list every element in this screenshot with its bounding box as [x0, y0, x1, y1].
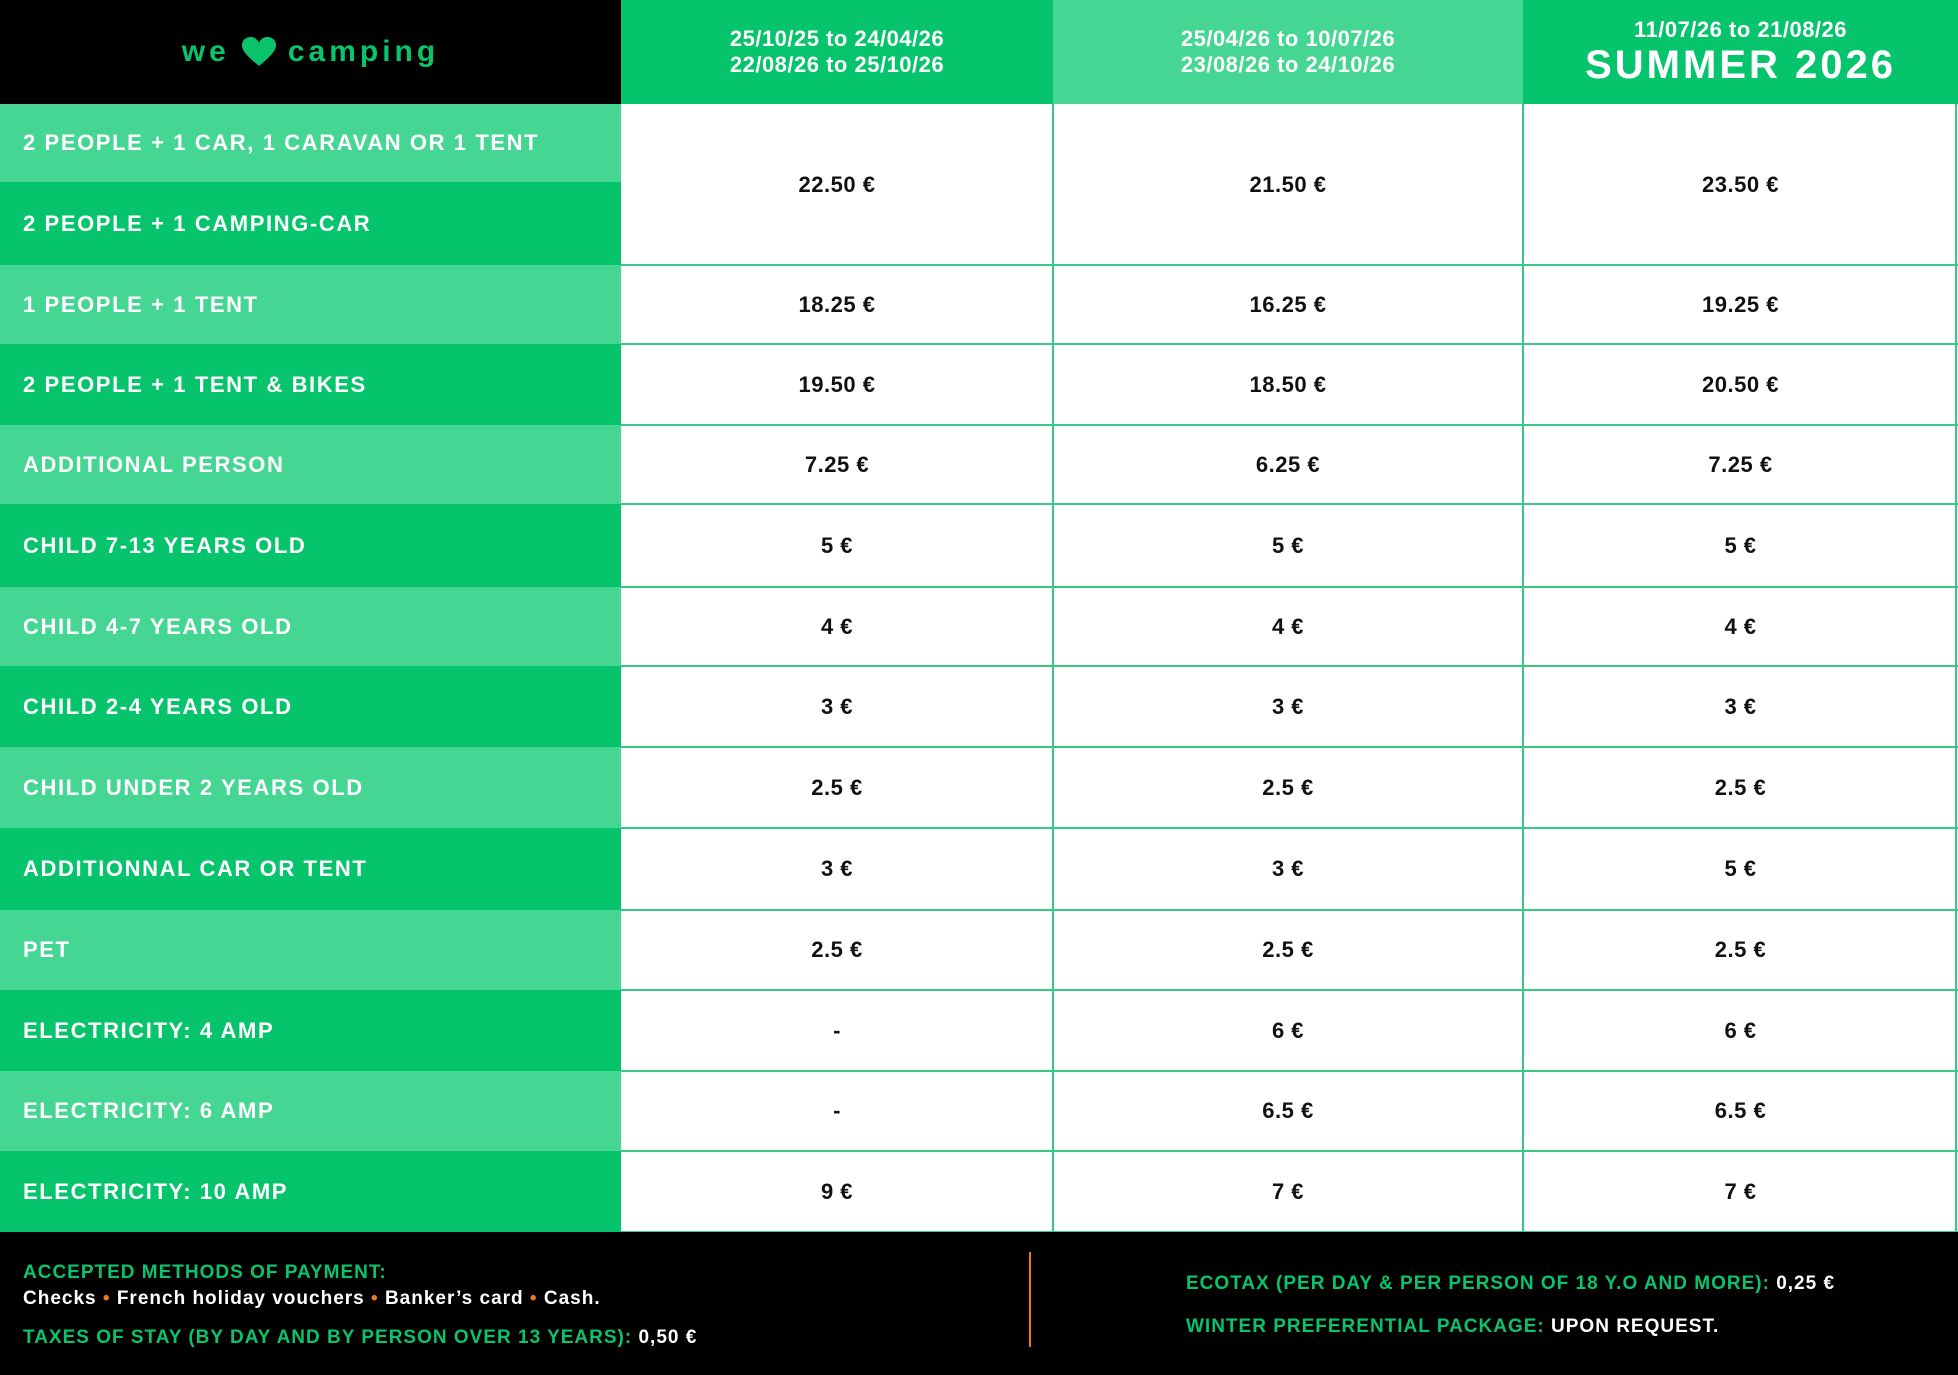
price-cell: 5 € [1523, 504, 1958, 587]
row-divider [621, 343, 1958, 345]
price-cell: 7 € [1053, 1151, 1523, 1232]
price-cell: 22.50 € [621, 104, 1053, 265]
ecotax-label: ECOTAX (PER DAY & PER PERSON OF 18 Y.O AND MORE): [1186, 1273, 1770, 1294]
row-label: ADDITIONAL PERSON [0, 425, 621, 504]
price-cell: 3 € [1053, 666, 1523, 747]
price-cell: 2.5 € [1523, 910, 1958, 990]
price-cell: 2.5 € [1523, 747, 1958, 828]
winter-value: UPON REQUEST. [1551, 1316, 1720, 1337]
payment-methods [23, 1288, 601, 1310]
price-cell: 2.5 € [1053, 747, 1523, 828]
price-cell: 2.5 € [621, 910, 1053, 990]
ecotax-value: 0,25 € [1776, 1273, 1836, 1294]
logo-header-cell [0, 0, 621, 104]
price-cell: 20.50 € [1523, 344, 1958, 425]
column-divider [1522, 104, 1524, 1232]
season-summer-title: SUMMER 2026 [1585, 43, 1896, 87]
price-cell: 4 € [1053, 587, 1523, 666]
season-header-low [621, 0, 1053, 104]
row-divider [621, 1150, 1958, 1152]
row-label: 2 PEOPLE + 1 CAMPING-CAR [0, 182, 621, 265]
price-cell: 19.25 € [1523, 265, 1958, 344]
winter-label: WINTER PREFERENTIAL PACKAGE: [1186, 1316, 1545, 1337]
price-cell: 18.50 € [1053, 344, 1523, 425]
row-label: CHILD UNDER 2 YEARS OLD [0, 747, 621, 828]
price-cell: 18.25 € [621, 265, 1053, 344]
price-cell: 7.25 € [1523, 425, 1958, 504]
row-label: ELECTRICITY: 6 AMP [0, 1071, 621, 1151]
row-divider [621, 665, 1958, 667]
row-divider [621, 989, 1958, 991]
footer-divider [1029, 1252, 1031, 1347]
column-divider [1052, 104, 1054, 1232]
row-label: PET [0, 910, 621, 990]
price-cell: 21.50 € [1053, 104, 1523, 265]
row-divider [621, 424, 1958, 426]
price-cell: 6.25 € [1053, 425, 1523, 504]
price-cell: 4 € [621, 587, 1053, 666]
price-cell: 5 € [1523, 828, 1958, 910]
price-cell: - [621, 1071, 1053, 1151]
row-label: 2 PEOPLE + 1 TENT & BIKES [0, 344, 621, 425]
season-summer-dates: 11/07/26 to 21/08/26 [1633, 17, 1848, 42]
row-label: ADDITIONNAL CAR OR TENT [0, 828, 621, 910]
row-label: 2 PEOPLE + 1 CAR, 1 CARAVAN OR 1 TENT [0, 104, 621, 182]
row-divider [621, 503, 1958, 505]
price-cell: 2.5 € [621, 747, 1053, 828]
row-label: ELECTRICITY: 4 AMP [0, 990, 621, 1071]
row-label: ELECTRICITY: 10 AMP [0, 1151, 621, 1232]
heart-icon [242, 37, 276, 67]
price-cell: 6 € [1053, 990, 1523, 1071]
payment-method-vouchers: French holiday vouchers [116, 1288, 365, 1309]
price-cell: 9 € [621, 1151, 1053, 1232]
taxes-label: TAXES OF STAY (BY DAY AND BY PERSON OVER 13 YEARS): [23, 1327, 633, 1348]
row-divider [621, 746, 1958, 748]
logo-text-camping: camping [287, 35, 440, 68]
season-mid-dates-1: 25/04/26 to 10/07/26 [1180, 26, 1396, 51]
column-divider [1955, 104, 1957, 1232]
price-cell: 7 € [1523, 1151, 1958, 1232]
price-cell: 6.5 € [1053, 1071, 1523, 1151]
row-divider [621, 909, 1958, 911]
row-label: 1 PEOPLE + 1 TENT [0, 265, 621, 344]
payment-method-card: Banker’s card [384, 1288, 524, 1309]
row-divider [621, 264, 1958, 266]
payment-method-checks: Checks [23, 1288, 97, 1309]
season-low-dates-2: 22/08/26 to 25/10/26 [729, 52, 945, 77]
season-header-summer [1523, 0, 1958, 104]
price-cell: 7.25 € [621, 425, 1053, 504]
winter-package [1186, 1316, 1719, 1338]
price-cell: 3 € [621, 666, 1053, 747]
payment-method-cash: Cash. [543, 1288, 601, 1309]
price-cell: 3 € [621, 828, 1053, 910]
price-cell: 6.5 € [1523, 1071, 1958, 1151]
footer [0, 1232, 1958, 1375]
price-cell: 23.50 € [1523, 104, 1958, 265]
row-divider [621, 827, 1958, 829]
season-low-dates-1: 25/10/25 to 24/04/26 [729, 26, 945, 51]
taxes-value: 0,50 € [638, 1327, 698, 1348]
row-divider [621, 586, 1958, 588]
season-header-mid [1053, 0, 1523, 104]
payment-title: ACCEPTED METHODS OF PAYMENT: [23, 1262, 387, 1283]
price-cell: 3 € [1523, 666, 1958, 747]
price-cell: 2.5 € [1053, 910, 1523, 990]
price-cell: - [621, 990, 1053, 1071]
row-label: CHILD 2-4 YEARS OLD [0, 666, 621, 747]
price-cell: 5 € [621, 504, 1053, 587]
price-cell: 5 € [1053, 504, 1523, 587]
logo [182, 35, 439, 69]
row-label: CHILD 4-7 YEARS OLD [0, 587, 621, 666]
bullet-separator: • [529, 1288, 538, 1309]
taxes-of-stay [23, 1327, 697, 1349]
price-cell: 3 € [1053, 828, 1523, 910]
price-cell: 19.50 € [621, 344, 1053, 425]
bullet-separator: • [371, 1288, 379, 1309]
price-cell: 16.25 € [1053, 265, 1523, 344]
logo-text-we: we [181, 35, 230, 68]
price-cell: 6 € [1523, 990, 1958, 1071]
ecotax [1186, 1273, 1835, 1295]
bullet-separator: • [102, 1288, 111, 1309]
price-cell: 4 € [1523, 587, 1958, 666]
season-mid-dates-2: 23/08/26 to 24/10/26 [1180, 52, 1396, 77]
row-label: CHILD 7-13 YEARS OLD [0, 504, 621, 587]
row-divider [621, 1070, 1958, 1072]
